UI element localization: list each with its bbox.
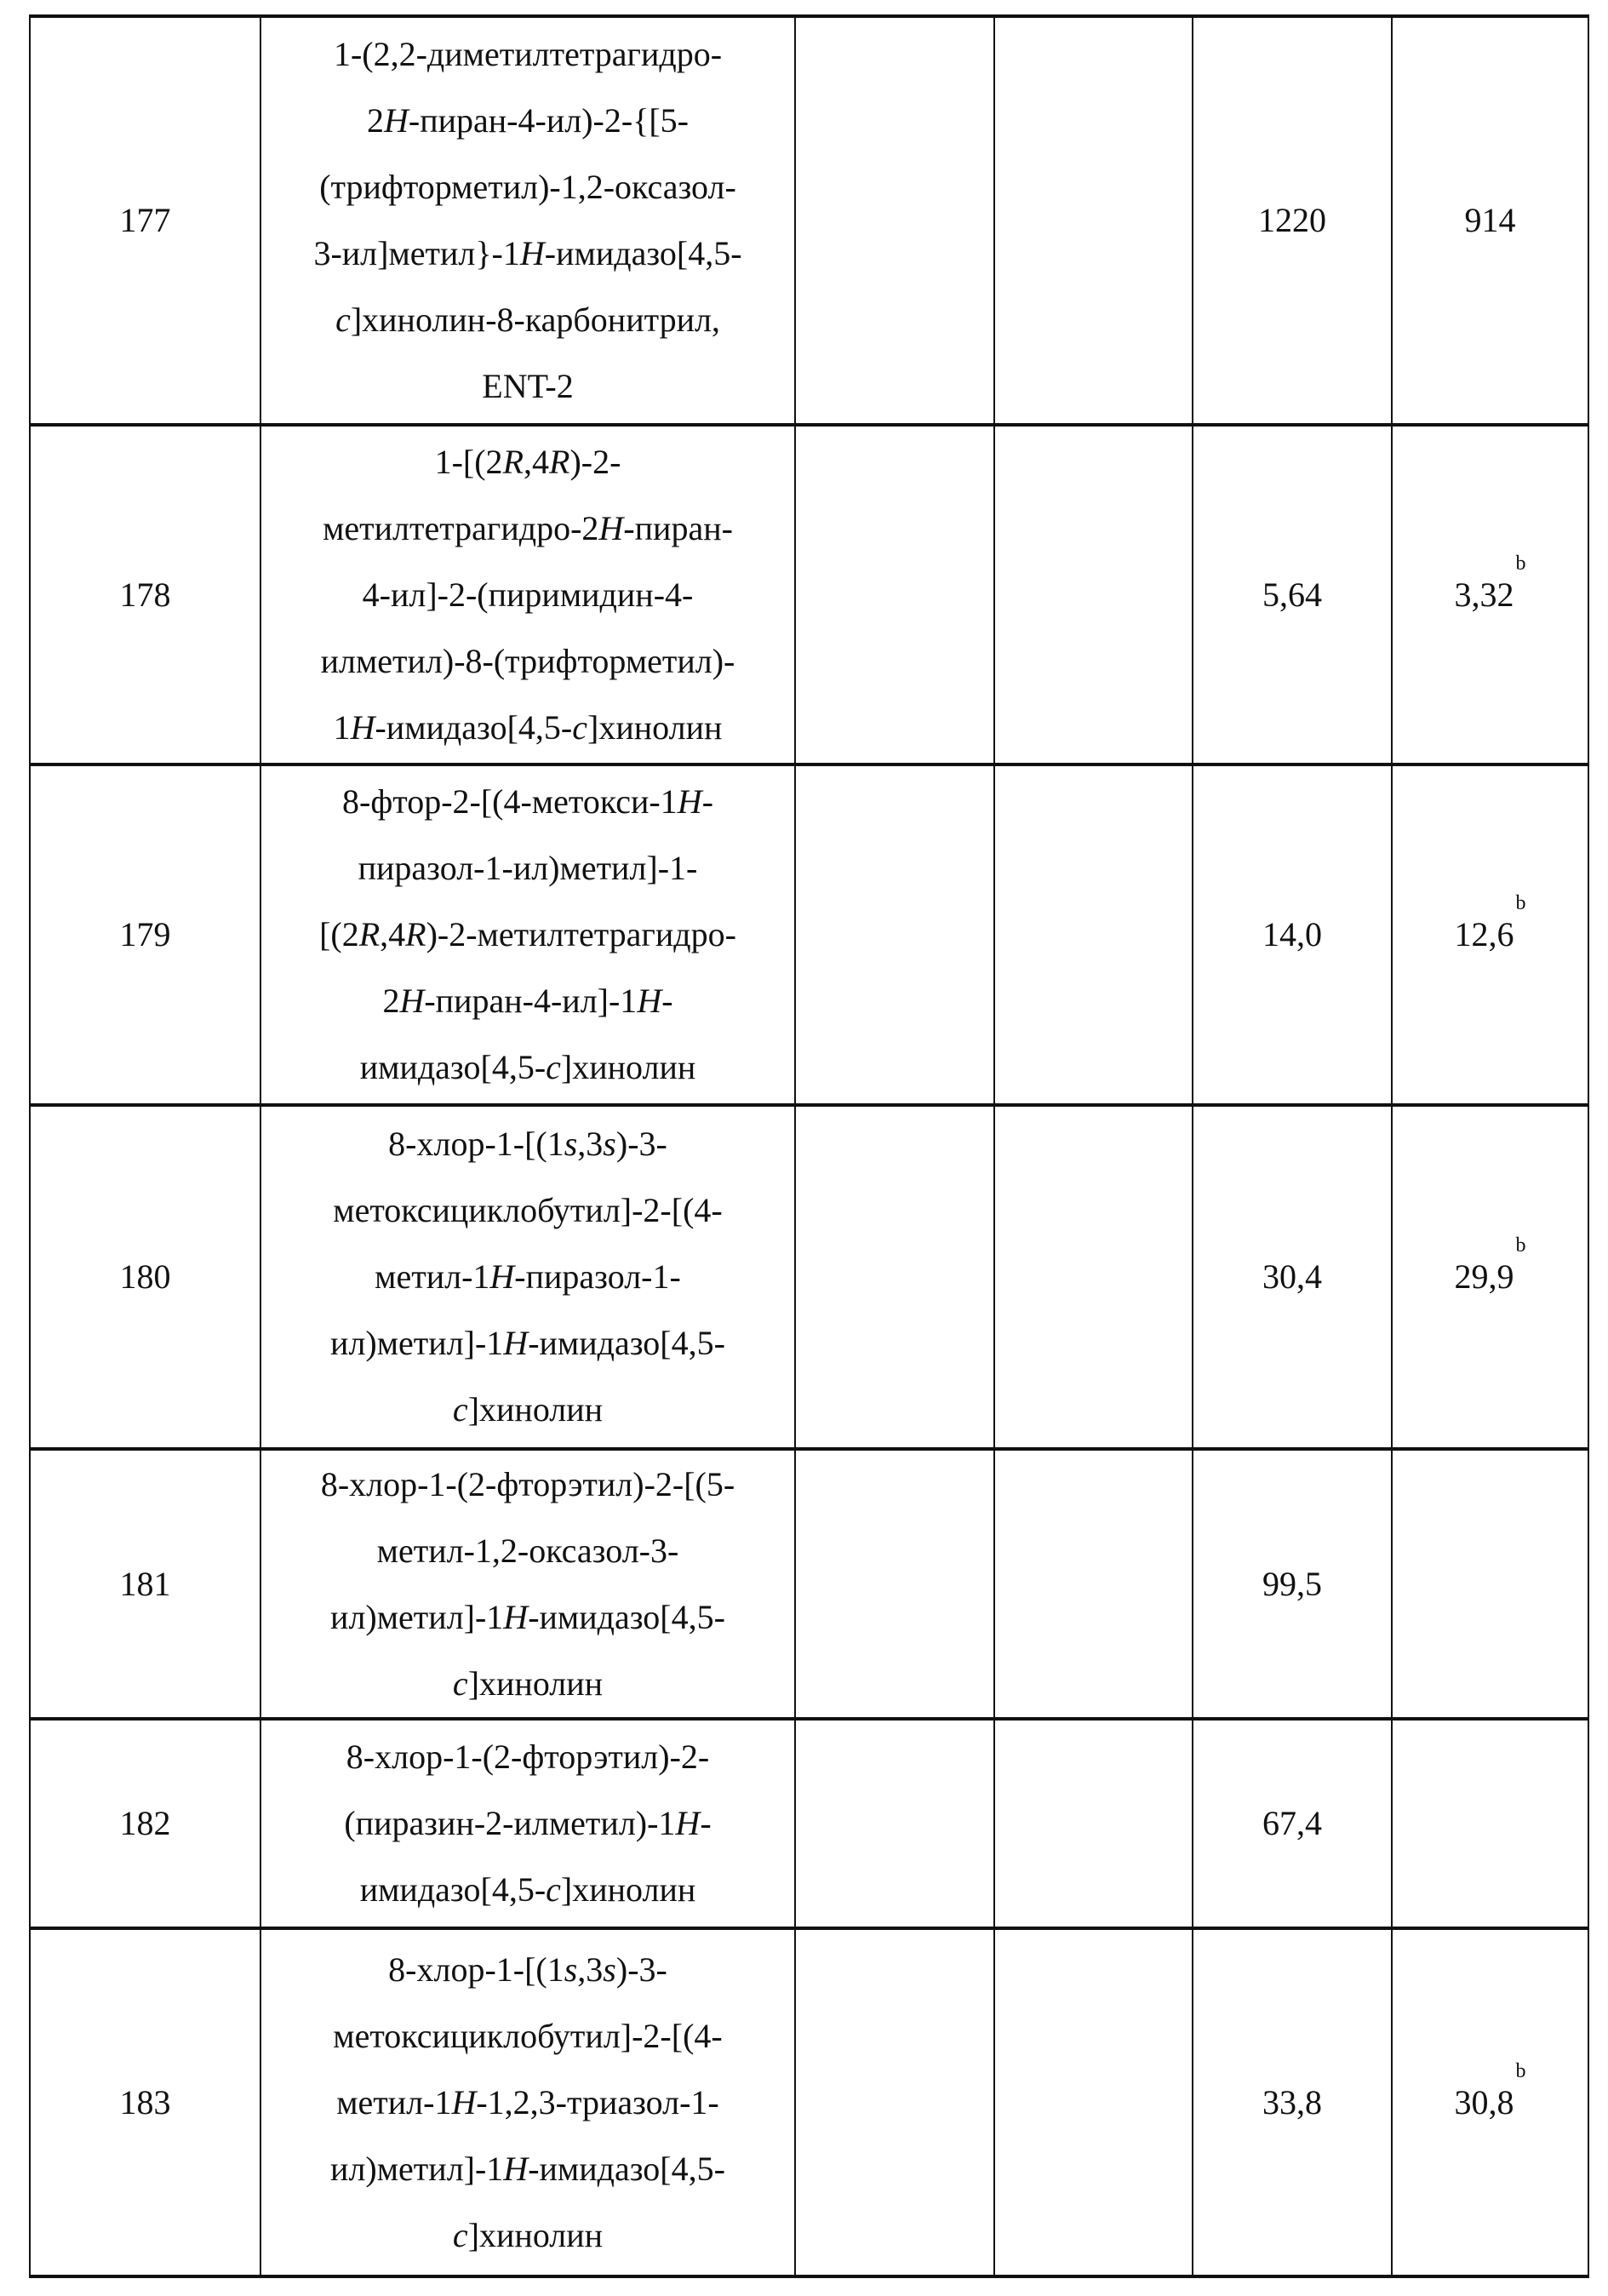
text-segment: метил-1	[375, 1257, 489, 1296]
text-segment: -имидазо[4,5-	[528, 2150, 725, 2188]
value: 14,0	[1262, 915, 1322, 953]
compound-name-line	[261, 769, 794, 835]
text-segment: ]хинолин	[468, 1664, 603, 1703]
table-row	[30, 425, 1588, 764]
value: 914	[1465, 201, 1516, 239]
text-segment: -1,2,3-триазол-1-	[476, 2083, 718, 2121]
footnote-marker: b	[1516, 1234, 1526, 1257]
table-row	[30, 1105, 1588, 1449]
text-segment: -пиразол-1-	[514, 1257, 681, 1296]
italic-segment: s	[564, 1950, 578, 1989]
text-segment: 8-хлор-1-(2-фторэтил)-2-	[346, 1738, 709, 1776]
value-cell-2	[1392, 1449, 1588, 1719]
compound-name-line	[261, 1857, 794, 1923]
value: 33,8	[1262, 2083, 1322, 2121]
example-number-cell	[30, 16, 260, 425]
example-number: 178	[120, 575, 171, 614]
italic-segment: H	[598, 509, 623, 547]
value-cell-2	[1392, 1928, 1588, 2276]
compound-name-line	[261, 1451, 794, 1518]
example-number: 179	[120, 915, 171, 953]
empty-cell-4	[994, 425, 1193, 764]
text-segment: 8-хлор-1-[(1	[388, 1125, 564, 1163]
text-segment: 3-ил]метил}-1	[313, 234, 519, 272]
italic-segment: c	[572, 708, 587, 747]
text-segment: имидазо[4,5-	[360, 1048, 546, 1086]
text-segment: 8-фтор-2-[(4-метокси-1	[342, 782, 678, 821]
italic-segment: R	[405, 915, 426, 953]
compound-name-line	[261, 21, 794, 88]
text-segment: ]хинолин-8-карбонитрил,	[351, 301, 720, 339]
italic-segment: c	[453, 2216, 468, 2254]
example-number: 181	[120, 1565, 171, 1603]
compound-name-line	[261, 2003, 794, 2070]
text-segment: ENT-2	[482, 367, 573, 405]
compound-table	[29, 14, 1589, 2278]
compound-name-line	[261, 1034, 794, 1101]
italic-segment: R	[359, 915, 380, 953]
empty-cell-4	[994, 1928, 1193, 2276]
empty-cell-4	[994, 1105, 1193, 1449]
italic-segment: H	[489, 1257, 514, 1296]
table-row	[30, 764, 1588, 1105]
value: 12,6	[1455, 915, 1514, 953]
compound-name-line	[261, 154, 794, 220]
italic-segment: c	[453, 1390, 468, 1429]
value-cell-2	[1392, 1719, 1588, 1928]
italic-segment: R	[503, 443, 524, 481]
text-segment: ]хинолин	[561, 1048, 695, 1086]
empty-cell-3	[795, 764, 994, 1105]
text-segment: ,3	[577, 1950, 603, 1989]
compound-name-line	[261, 429, 794, 495]
text-segment: имидазо[4,5-	[360, 1870, 546, 1909]
compound-name-line	[261, 1310, 794, 1377]
text-segment: 2	[382, 982, 399, 1020]
text-segment: пиразол-1-ил)метил]-1-	[358, 849, 698, 887]
compound-name-line	[261, 1518, 794, 1584]
italic-segment: R	[549, 443, 569, 481]
compound-name-line	[261, 1584, 794, 1651]
text-segment: 1-[(2	[435, 443, 503, 481]
italic-segment: c	[546, 1870, 561, 1909]
text-segment: -имидазо[4,5-	[545, 234, 742, 272]
text-segment: ил)метил]-1	[330, 1598, 503, 1636]
text-segment: 1-(2,2-диметилтетрагидро-	[334, 35, 722, 73]
footnote-marker: b	[1516, 892, 1526, 914]
text-segment: ]хинолин	[468, 1390, 603, 1429]
empty-cell-4	[994, 16, 1193, 425]
text-segment: )-2-метилтетрагидро-	[426, 915, 736, 953]
empty-cell-4	[994, 1449, 1193, 1719]
text-segment: ]хинолин	[587, 708, 722, 747]
example-number-cell	[30, 764, 260, 1105]
text-segment: ,3	[577, 1125, 603, 1163]
value-cell-1	[1193, 425, 1392, 764]
value-cell-1	[1193, 1105, 1392, 1449]
italic-segment: H	[520, 234, 545, 272]
compound-name-line	[261, 353, 794, 420]
text-segment: метоксициклобутил]-2-[(4-	[333, 1191, 722, 1229]
compound-name-line	[261, 1724, 794, 1790]
text-segment: ,4	[524, 443, 549, 481]
compound-name-line	[261, 287, 794, 353]
text-segment: )-3-	[616, 1950, 667, 1989]
example-number-cell	[30, 1928, 260, 2276]
text-segment: ил)метил]-1	[330, 2150, 503, 2188]
italic-segment: H	[451, 2083, 476, 2121]
footnote-marker: b	[1516, 553, 1526, 575]
italic-segment: H	[675, 1804, 700, 1842]
compound-name-line	[261, 1111, 794, 1177]
italic-segment: c	[546, 1048, 561, 1086]
value-cell-2	[1392, 425, 1588, 764]
example-number-cell	[30, 1719, 260, 1928]
footnote-marker: b	[1516, 2060, 1526, 2082]
empty-cell-3	[795, 425, 994, 764]
text-segment: ]хинолин	[468, 2216, 603, 2254]
italic-segment: H	[351, 708, 375, 747]
compound-name-line	[261, 1651, 794, 1717]
italic-segment: c	[453, 1664, 468, 1703]
empty-cell-3	[795, 16, 994, 425]
compound-name-line	[261, 695, 794, 761]
text-segment: илметил)-8-(трифторметил)-	[321, 642, 735, 680]
text-segment: (трифторметил)-1,2-оксазол-	[319, 168, 736, 206]
compound-name-line	[261, 902, 794, 968]
text-segment: ил)метил]-1	[330, 1324, 503, 1362]
compound-name-line	[261, 1937, 794, 2003]
value: 3,32	[1455, 575, 1514, 614]
text-segment: 4-ил]-2-(пиримидин-4-	[363, 575, 694, 614]
compound-name-cell	[260, 764, 795, 1105]
text-segment: -имидазо[4,5-	[528, 1324, 725, 1362]
compound-name-line	[261, 1377, 794, 1443]
value-cell-1	[1193, 1928, 1392, 2276]
value: 5,64	[1262, 575, 1322, 614]
italic-segment: s	[564, 1125, 578, 1163]
text-segment: метил-1,2-оксазол-3-	[377, 1532, 679, 1570]
italic-segment: H	[503, 2150, 528, 2188]
value: 1220	[1258, 201, 1326, 239]
empty-cell-4	[994, 1719, 1193, 1928]
text-segment: 1	[334, 708, 351, 747]
italic-segment: s	[603, 1125, 616, 1163]
text-segment: -	[700, 1804, 711, 1842]
italic-segment: H	[503, 1324, 528, 1362]
text-segment: 8-хлор-1-(2-фторэтил)-2-[(5-	[321, 1465, 735, 1503]
empty-cell-3	[795, 1105, 994, 1449]
compound-name-cell	[260, 1449, 795, 1719]
example-number: 177	[120, 201, 171, 239]
compound-name-line	[261, 2070, 794, 2136]
italic-segment: H	[399, 982, 424, 1020]
text-segment: [(2	[319, 915, 359, 953]
table-row	[30, 1928, 1588, 2276]
empty-cell-3	[795, 1449, 994, 1719]
example-number: 183	[120, 2083, 171, 2121]
text-segment: ]хинолин	[561, 1870, 695, 1909]
value-cell-2	[1392, 1105, 1588, 1449]
text-segment: метил-1	[336, 2083, 451, 2121]
value: 29,9	[1455, 1257, 1514, 1296]
table-body	[30, 16, 1588, 2276]
text-segment: -	[702, 782, 713, 821]
table-row	[30, 16, 1588, 425]
compound-name-line	[261, 2202, 794, 2269]
italic-segment: H	[637, 982, 661, 1020]
value-cell-1	[1193, 16, 1392, 425]
text-segment: -пиран-	[623, 509, 733, 547]
compound-name-cell	[260, 1719, 795, 1928]
compound-name-cell	[260, 1105, 795, 1449]
text-segment: )-2-	[569, 443, 621, 481]
value-cell-1	[1193, 1449, 1392, 1719]
text-segment: метоксициклобутил]-2-[(4-	[333, 2017, 722, 2055]
compound-name-line	[261, 628, 794, 695]
value-cell-2	[1392, 16, 1588, 425]
table-row	[30, 1449, 1588, 1719]
text-segment: )-3-	[616, 1125, 667, 1163]
text-segment: -пиран-4-ил]-1	[424, 982, 637, 1020]
example-number-cell	[30, 425, 260, 764]
compound-name-line	[261, 1790, 794, 1857]
text-segment: ,4	[380, 915, 405, 953]
empty-cell-3	[795, 1719, 994, 1928]
compound-name-line	[261, 835, 794, 902]
empty-cell-4	[994, 764, 1193, 1105]
value: 99,5	[1262, 1565, 1322, 1603]
example-number: 180	[120, 1257, 171, 1296]
text-segment: -	[661, 982, 672, 1020]
value-cell-2	[1392, 764, 1588, 1105]
value: 30,4	[1262, 1257, 1322, 1296]
table-row	[30, 1719, 1588, 1928]
example-number-cell	[30, 1449, 260, 1719]
value: 67,4	[1262, 1804, 1322, 1842]
text-segment: 8-хлор-1-[(1	[388, 1950, 564, 1989]
compound-name-line	[261, 562, 794, 628]
value-cell-1	[1193, 1719, 1392, 1928]
compound-name-cell	[260, 1928, 795, 2276]
value-cell-1	[1193, 764, 1392, 1105]
italic-segment: H	[384, 101, 409, 140]
text-segment: -имидазо[4,5-	[528, 1598, 725, 1636]
empty-cell-3	[795, 1928, 994, 2276]
italic-segment: s	[603, 1950, 616, 1989]
compound-name-cell	[260, 425, 795, 764]
italic-segment: H	[678, 782, 702, 821]
compound-name-line	[261, 2136, 794, 2202]
text-segment: (пиразин-2-илметил)-1	[344, 1804, 675, 1842]
compound-name-line	[261, 88, 794, 154]
italic-segment: H	[503, 1598, 528, 1636]
value: 30,8	[1455, 2083, 1514, 2121]
italic-segment: c	[335, 301, 351, 339]
text-segment: -имидазо[4,5-	[375, 708, 572, 747]
example-number: 182	[120, 1804, 171, 1842]
compound-name-line	[261, 968, 794, 1034]
example-number-cell	[30, 1105, 260, 1449]
compound-name-line	[261, 220, 794, 287]
compound-name-line	[261, 495, 794, 562]
text-segment: -пиран-4-ил)-2-{[5-	[409, 101, 689, 140]
compound-name-cell	[260, 16, 795, 425]
text-segment: метилтетрагидро-2	[323, 509, 598, 547]
compound-name-line	[261, 1177, 794, 1244]
text-segment: 2	[367, 101, 384, 140]
compound-name-line	[261, 1244, 794, 1310]
